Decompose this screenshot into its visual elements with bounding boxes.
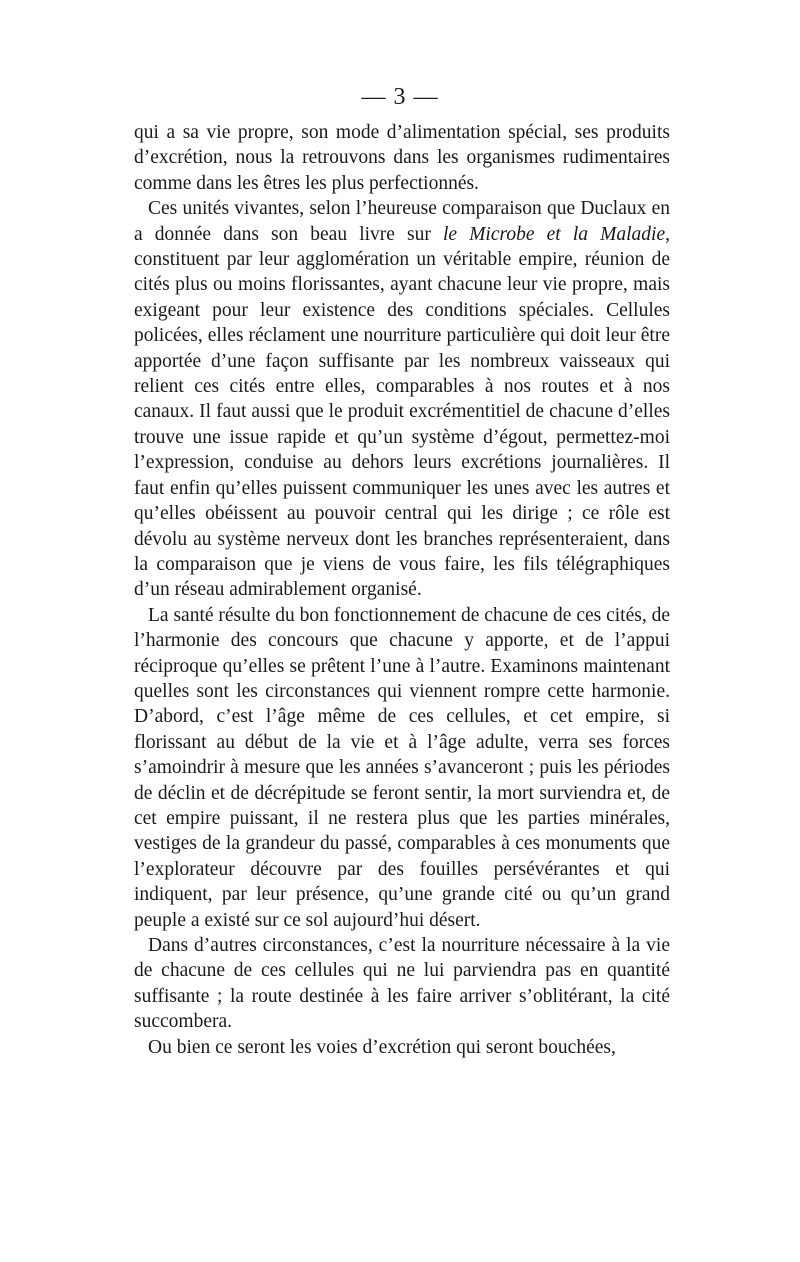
paragraph-4-text: Dans d’autres circonstances, c’est la nourriture nécessaire à la vie de chacune de ces cellules qui ne lui parviendra pas en quantité suffisante ; la route destinée à les faire arriver s’oblitérant, la cité succombera. [134,935,670,1033]
page-number: — 3 — [361,84,439,110]
paragraph-3-text: La santé résulte du bon fonctionnement de chacune de ces cités, de l’harmonie des concours que chacune y apporte, et de l’appui réciproque qu’elles se prêtent l’une à l’autre. Examinons maintenant quelles sont les circonstances qui viennent rompre cette harmonie. D’abord, c’est l’âge même de ces cellules, et cet empire, si florissant au début de la vie et à l’âge adulte, verra ses forces s’amoindrir à mesure que les années s’avanceront ; puis les périodes de déclin et de décrépitude se feront sentir, la mort surviendra et, de cet empire puissant, il ne restera plus que les parties minérales, vestiges de la grandeur du passé, comparables à ces monuments que l’explorateur découvre par des fouilles persévérantes et qui indiquent, par leur présence, qu’une grande cité ou qu’un grand peuple a existé sur ce sol aujourd’hui désert. [134,604,670,931]
paragraph-5 [134,1035,670,1060]
paragraph-2-text-start: Ces unités vivantes, selon l’heureuse comparaison que Duclaux en a donnée dans son beau livre sur [134,198,670,245]
paragraph-2 [134,196,670,603]
body-text [134,120,670,1060]
paragraph-4 [134,933,670,1035]
paragraph-5-text: Ou bien ce seront les voies d’excrétion qui seront bouchées, [148,1036,616,1058]
paragraph-3 [134,603,670,933]
book-title: le Microbe et la Maladie [443,223,666,245]
paragraph-1 [134,120,670,196]
paragraph-2-text-end: , constituent par leur agglomération un véritable empire, réunion de cités plus ou moins florissantes, ayant chacune leur vie propre, mais exigeant pour leur existence des conditions spéciales. Cellules policées, elles réclament une nourriture particulière qui doit leur être apportée d’une façon suffisante par les nombreux vaisseaux qui relient ces cités entre elles, comparables à nos routes et à nos canaux. Il faut aussi que le produit excrémentitiel de chacune d’elles trouve une issue rapide et qu’un système d’égout, permettez-moi l’expression, conduise au dehors leurs excrétions journalières. Il faut enfin qu’elles puissent communiquer les unes avec les autres et qu’elles obéissent au pouvoir central qui les dirige ; ce rôle est dévolu au système nerveux dont les branches représenteraient, dans la comparaison que je viens de vous faire, les fils télégraphiques d’un réseau admirablement organisé. [134,223,670,601]
paragraph-1-text: qui a sa vie propre, son mode d’alimentation spécial, ses produits d’excrétion, nous la retrouvons dans les organismes rudimentaires comme dans les êtres les plus perfectionnés. [134,122,670,194]
